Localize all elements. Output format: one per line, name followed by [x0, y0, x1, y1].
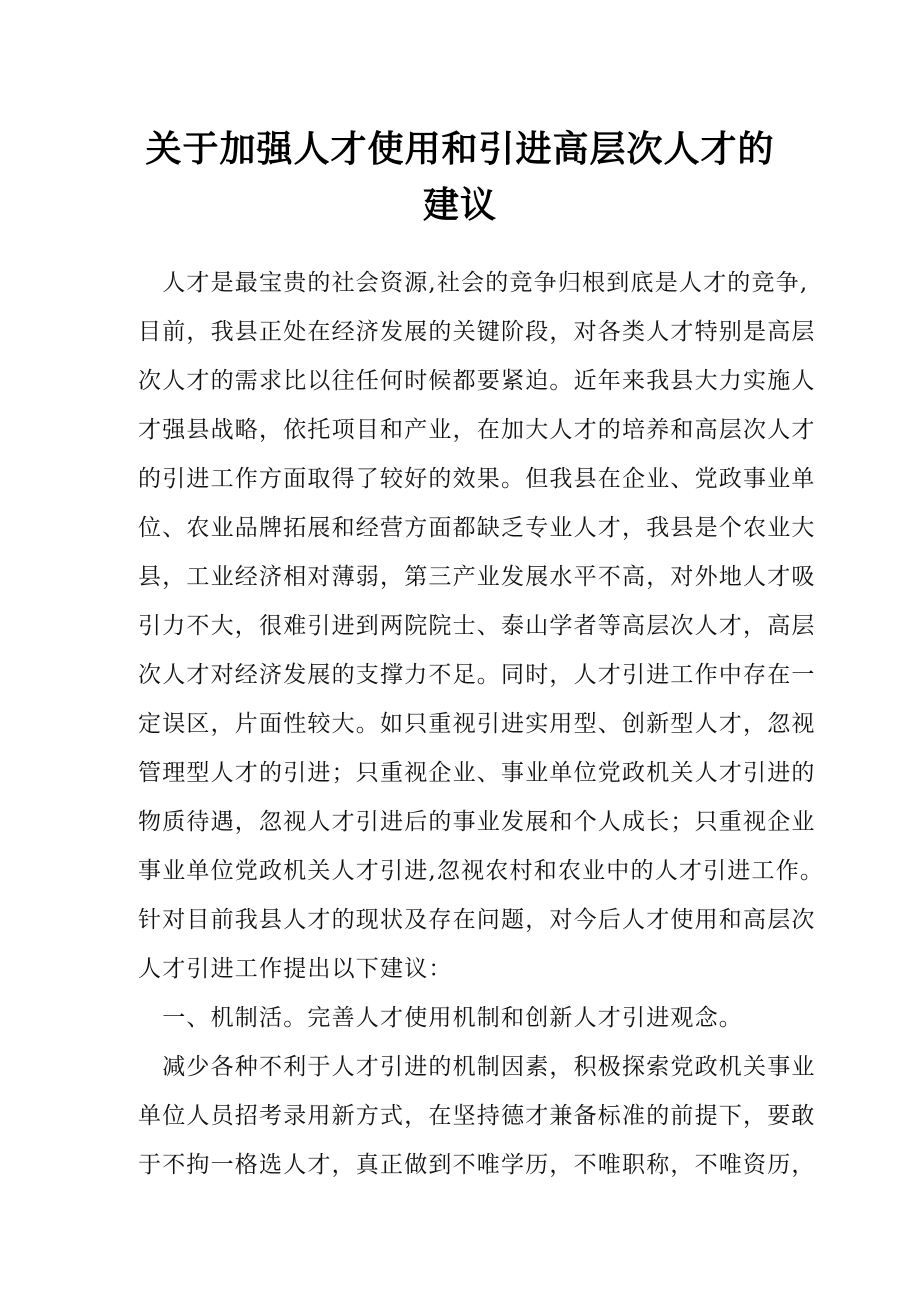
body-line: 的引进工作方面取得了较好的效果。但我县在企业、党政事业单 — [138, 466, 816, 492]
body-line: 位、农业品牌拓展和经营方面都缺乏专业人才，我县是个农业大 — [138, 515, 816, 541]
body-line: 人才引进工作提出以下建议： — [138, 956, 453, 982]
body-line: 引力不大，很难引进到两院院士、泰山学者等高层次人才，高层 — [138, 613, 816, 639]
body-line: 物质待遇，忽视人才引进后的事业发展和个人成长；只重视企业 — [138, 809, 816, 835]
body-line: 减少各种不利于人才引进的机制因素，积极探索党政机关事业 — [138, 1054, 816, 1080]
body-line: 针对目前我县人才的现状及存在问题，对今后人才使用和高层次 — [138, 907, 816, 933]
body-line: 人才是最宝贵的社会资源,社会的竞争归根到底是人才的竞争, — [138, 270, 809, 296]
body-line: 管理型人才的引进；只重视企业、事业单位党政机关人才引进的 — [138, 760, 816, 786]
body-line: 次人才的需求比以往任何时候都要紧迫。近年来我县大力实施人 — [138, 368, 816, 394]
body-line: 次人才对经济发展的支撑力不足。同时，人才引进工作中存在一 — [138, 662, 816, 688]
body-line: 单位人员招考录用新方式，在坚持德才兼备标准的前提下，要敢 — [138, 1103, 816, 1129]
document-title: 关于加强人才使用和引进高层次人才的建议 — [145, 129, 775, 226]
section-heading: 一、机制活。完善人才使用机制和创新人才引进观念。 — [138, 1005, 743, 1031]
body-line: 目前，我县正处在经济发展的关键阶段，对各类人才特别是高层 — [138, 319, 816, 345]
body-line: 定误区，片面性较大。如只重视引进实用型、创新型人才，忽视 — [138, 711, 816, 737]
body-line: 事业单位党政机关人才引进,忽视农村和农业中的人才引进工作。 — [138, 858, 825, 884]
body-line: 才强县战略，依托项目和产业，在加大人才的培养和高层次人才 — [138, 417, 816, 443]
body-line: 县，工业经济相对薄弱，第三产业发展水平不高，对外地人才吸 — [138, 564, 816, 590]
body-line: 于不拘一格选人才，真正做到不唯学历，不唯职称，不唯资历， — [138, 1152, 816, 1178]
